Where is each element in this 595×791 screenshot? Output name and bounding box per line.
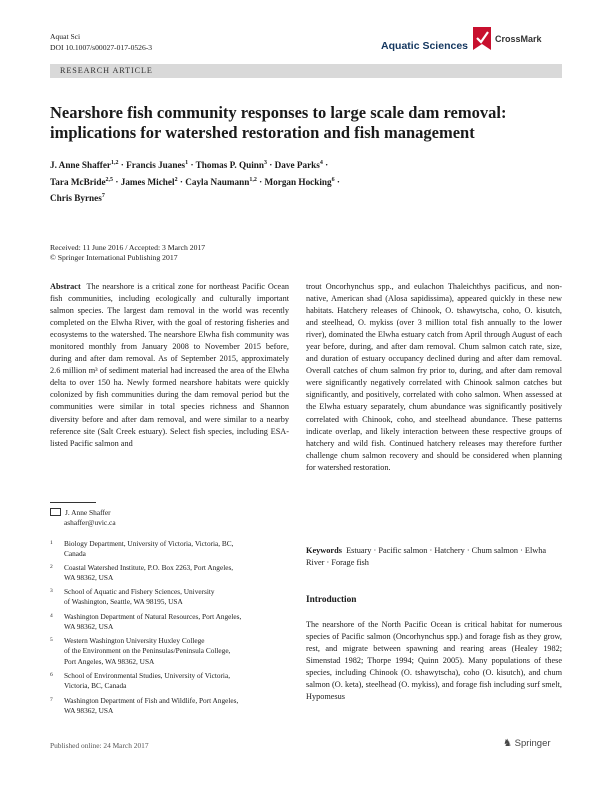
crossmark-icon bbox=[472, 26, 492, 52]
corresponding-email[interactable]: ashaffer@uvic.ca bbox=[64, 518, 116, 528]
affiliation-number: 1 bbox=[50, 540, 53, 546]
author[interactable]: Cayla Naumann bbox=[185, 176, 250, 187]
keywords-label: Keywords bbox=[306, 546, 342, 555]
publisher-logo bbox=[503, 738, 551, 749]
title-line-2: implications for watershed restoration and fish management bbox=[50, 123, 475, 142]
introduction-heading: Introduction bbox=[306, 595, 357, 605]
separator: · bbox=[336, 176, 340, 187]
affiliation-line: WA 98362, USA bbox=[64, 622, 114, 632]
doi[interactable]: DOI 10.1007/s00027-017-0526-3 bbox=[50, 43, 153, 52]
affiliation-line: Coastal Watershed Institute, P.O. Box 2263, Port Angeles, bbox=[64, 563, 234, 572]
author-line-1 bbox=[50, 156, 370, 173]
abstract-left-column bbox=[50, 281, 289, 450]
abstract-text-right: trout Oncorhynchus spp., and eulachon Thaleichthys pacificus, and non-native, American shad (Alosa sapidissima), appeared quickly in these new habitats. Hatchery releases of Chinook, O. tshawytscha, coho, O. kisutch, and steelhead, O. mykiss (over 3 million total fish annually to the lower river), dominated the Elwha estuary catch from April through August of each year before, during, and after dam removal. Chum salmon catch rate, size, and duration of estuary occupancy declined during and after dam removal. Overall catches of chum salmon fry prior to, during, and after dam removal were significantly negatively correlated with Chinook salmon catches but significantly, and positively, correlated with coho salmon. When assessed at the Elwha estuary separately, chum abundance was significantly positively correlated with Chinook, coho, and steelhead abundance. These patterns indicate overlap, and likely interaction between these respective groups of hatchery and wild fish. Continued hatchery releases may therefore further challenge chum salmon recovery and should be considered when planning for watershed restoration. bbox=[306, 282, 562, 472]
abstract-right-column bbox=[306, 281, 562, 474]
author[interactable]: Tara McBride bbox=[50, 176, 106, 187]
affiliation bbox=[50, 696, 280, 716]
affiliation-line: School of Aquatic and Fishery Sciences, University bbox=[64, 587, 215, 596]
author[interactable]: Thomas P. Quinn bbox=[195, 160, 264, 171]
separator: · bbox=[120, 160, 124, 171]
affiliation bbox=[50, 539, 280, 559]
footnote-rule bbox=[50, 502, 96, 503]
author[interactable]: J. Anne Shaffer bbox=[50, 160, 111, 171]
published-online: Published online: 24 March 2017 bbox=[50, 741, 149, 750]
affiliation bbox=[50, 612, 280, 632]
keywords bbox=[306, 545, 562, 569]
copyright: © Springer International Publishing 2017 bbox=[50, 253, 178, 262]
keywords-text: Estuary · Pacific salmon · Hatchery · Chum salmon · Elwha River · Forage fish bbox=[306, 546, 547, 567]
affiliation-line: Biology Department, University of Victoria, Victoria, BC, bbox=[64, 539, 234, 548]
abstract-text-left: The nearshore is a critical zone for northeast Pacific Ocean fish communities, including ecologically and culturally important salmon species. The largest dam removal in the world was recently completed on the Elwha River, with the goal of restoring fisheries and ecosystems to the watershed. The nearshore Elwha fish community was monitored monthly from January 2008 to November 2015 before, during and after dam removal. As of September 2015, approximately 2.6 million m³ of sediment material had increased the area of the Elwha delta to over 150 ha. Newly formed nearshore habitats were quickly colonized by fish communities during the dam removal period but the communities were similar in total species richness and Shannon diversity before and after dam removal, and were similar to a nearby reference site (Salt Creek estuary). Select fish species, including ESA-listed Pacific salmon and bbox=[50, 282, 289, 448]
corresponding-name: J. Anne Shaffer bbox=[65, 508, 111, 517]
author-affil-sup: 6 bbox=[331, 176, 335, 183]
affiliation-line: Canada bbox=[64, 549, 86, 559]
affiliation-number: 3 bbox=[50, 588, 53, 594]
author-affil-sup: 2,5 bbox=[105, 176, 114, 183]
publisher-name: Springer bbox=[514, 738, 551, 749]
separator: · bbox=[179, 176, 183, 187]
affiliation-number: 2 bbox=[50, 564, 53, 570]
separator: · bbox=[325, 160, 329, 171]
author[interactable]: James Michel bbox=[120, 176, 175, 187]
introduction-text: The nearshore of the North Pacific Ocean is critical habitat for numerous species of Pacific salmon (Oncorhynchus spp.) and forage fish as they grow, rest, and migrate between spawning and rearing areas (Healey 1982; Simenstad 1982; Thorpe 1994; Quinn 2005). Many populations of these species, including Chinook (O. tshawytscha), coho (O. kisutch), and chum salmon (O. keta), steelhead (O. mykiss), and forage fish including surf smelt, Hypomesus bbox=[306, 620, 562, 702]
author-line-2 bbox=[50, 173, 370, 190]
affiliation-line: WA 98362, USA bbox=[64, 573, 114, 583]
article-type-bar bbox=[50, 64, 562, 78]
affiliation-line: Port Angeles, WA 98362, USA bbox=[64, 656, 155, 666]
affiliation-line: Western Washington University Huxley College bbox=[64, 636, 205, 645]
corresponding-author bbox=[50, 507, 116, 529]
author[interactable]: Francis Juanes bbox=[126, 160, 186, 171]
author-affil-sup: 1 bbox=[185, 160, 189, 166]
affiliation-line: of Washington, Seattle, WA 98195, USA bbox=[64, 597, 183, 607]
author-list bbox=[50, 156, 370, 206]
affiliation-number: 4 bbox=[50, 613, 53, 619]
affiliation-line: Victoria, BC, Canada bbox=[64, 681, 127, 691]
affiliation bbox=[50, 563, 280, 583]
journal-name: Aquatic Sciences bbox=[381, 40, 468, 52]
separator: · bbox=[115, 176, 119, 187]
author-affil-sup: 3 bbox=[264, 160, 267, 166]
author[interactable]: Chris Byrnes bbox=[50, 193, 102, 204]
author-line-3 bbox=[50, 189, 370, 206]
author-affil-sup: 4 bbox=[319, 160, 323, 166]
affiliation-line: School of Environmental Studies, University of Victoria, bbox=[64, 671, 231, 680]
affiliation-line: of the Environment on the Peninsulas/Peninsula College, bbox=[64, 646, 231, 656]
affiliation-number: 7 bbox=[50, 697, 53, 703]
affiliation-line: Washington Department of Natural Resources, Port Angeles, bbox=[64, 612, 242, 621]
article-type: RESEARCH ARTICLE bbox=[60, 66, 153, 75]
author-affil-sup: 1,2 bbox=[249, 176, 257, 183]
title-line-1: Nearshore fish community responses to large scale dam removal: bbox=[50, 103, 507, 122]
crossmark-badge[interactable] bbox=[472, 26, 558, 54]
envelope-icon bbox=[50, 508, 61, 516]
separator: · bbox=[269, 160, 273, 171]
author-affil-sup: 1,2 bbox=[111, 160, 119, 166]
affiliation bbox=[50, 636, 280, 667]
affiliation-number: 6 bbox=[50, 672, 53, 678]
abstract-label: Abstract bbox=[50, 282, 81, 291]
affiliation bbox=[50, 587, 280, 607]
affiliation-number: 5 bbox=[50, 637, 53, 643]
author-affil-sup: 2 bbox=[174, 176, 178, 183]
running-header bbox=[50, 31, 152, 53]
journal-short-name: Aquat Sci bbox=[50, 32, 81, 41]
crossmark-label: CrossMark bbox=[495, 34, 542, 44]
affiliation bbox=[50, 671, 280, 691]
affiliation-line: Washington Department of Fish and Wildlife, Port Angeles, bbox=[64, 696, 239, 705]
author[interactable]: Dave Parks bbox=[274, 160, 320, 171]
received-accepted: Received: 11 June 2016 / Accepted: 3 March 2017 bbox=[50, 243, 206, 252]
separator: · bbox=[259, 176, 263, 187]
publication-dates bbox=[50, 243, 205, 263]
author-affil-sup: 7 bbox=[101, 193, 105, 200]
separator: · bbox=[190, 160, 194, 171]
author[interactable]: Morgan Hocking bbox=[264, 176, 332, 187]
springer-horse-icon: ♞ bbox=[503, 738, 512, 749]
paper-title bbox=[50, 103, 560, 143]
affiliation-line: WA 98362, USA bbox=[64, 706, 114, 716]
